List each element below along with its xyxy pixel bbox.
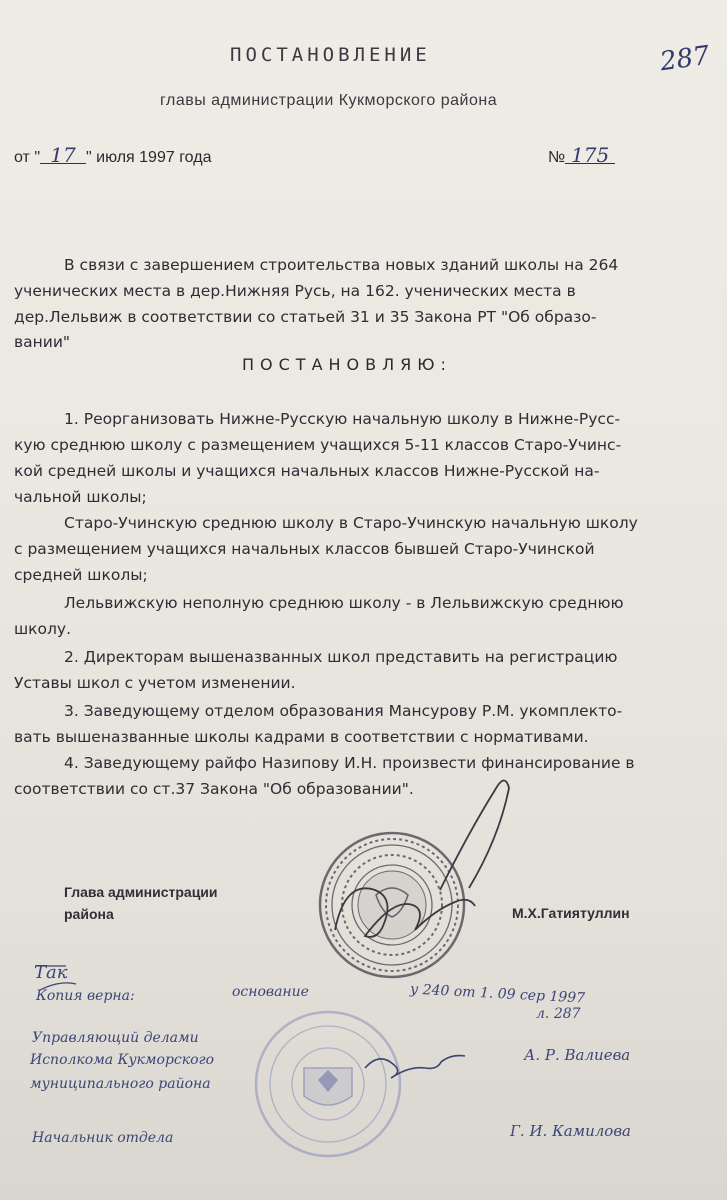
hw-order-ref2: л. 287 <box>536 1006 581 1022</box>
number-value: 175 <box>565 147 615 164</box>
item-line: кую среднюю школу с размещением учащихся 5-11 классов Старо-Учинс- <box>14 436 622 454</box>
hw-head-name: Г. И. Камилова <box>510 1122 631 1140</box>
hw-true-note: Так <box>34 962 68 983</box>
margin-note: 287 <box>658 40 712 78</box>
date-day: 17 <box>40 147 86 164</box>
hw-manager-line2: Исполкома Кукморского <box>30 1052 215 1068</box>
hw-order-ref: у 240 от 1. 09 сер 1997 <box>409 981 586 1007</box>
resolve-heading: ПОСТАНОВЛЯЮ: <box>242 355 452 374</box>
item-line: кой средней школы и учащихся начальных классов Нижне-Русской на- <box>14 462 600 480</box>
intro-line: ученических места в дер.Нижняя Русь, на 162. ученических места в <box>14 282 576 300</box>
hw-manager-line3: муниципального района <box>30 1076 211 1092</box>
item-line: Уставы школ с учетом изменении. <box>14 674 296 692</box>
hw-head-label: Начальник отдела <box>32 1130 174 1146</box>
item-line: средней школы; <box>14 566 148 584</box>
item-line: 3. Заведующему отделом образования Мансурову Р.М. укомплекто- <box>64 702 623 720</box>
copy-signature-icon <box>365 1056 465 1078</box>
hw-basis: основание <box>232 984 309 1000</box>
date-suffix: " июля 1997 года <box>86 149 212 166</box>
document-number <box>548 143 615 167</box>
item-line: 2. Директорам вышеназванных школ представить на регистрацию <box>64 648 618 666</box>
number-prefix: № <box>548 149 566 166</box>
signature-name: М.Х.Гатиятуллин <box>512 905 630 921</box>
item-line: школу. <box>14 620 72 638</box>
head-signature-icon <box>335 780 509 936</box>
item-line: соответствии со ст.37 Закона "Об образовании". <box>14 780 414 798</box>
copy-stamp-icon <box>256 1012 400 1156</box>
intro-line: вании" <box>14 333 71 351</box>
official-seal-icon <box>320 833 464 977</box>
hw-manager-line1: Управляющий делами <box>32 1030 199 1046</box>
item-line: 1. Реорганизовать Нижне-Русскую начальную школу в Нижне-Русс- <box>64 410 621 428</box>
signature-title-line1: Глава администрации <box>64 884 218 900</box>
item-line: чальной школы; <box>14 488 147 506</box>
document-title: ПОСТАНОВЛЕНИЕ <box>230 44 431 66</box>
document-subtitle: главы администрации Кукморского района <box>160 92 498 109</box>
signature-title-line2: района <box>64 906 114 922</box>
item-line: с размещением учащихся начальных классов бывшей Старо-Учинской <box>14 540 595 558</box>
intro-line: дер.Лельвиж в соответствии со статьей 31 и 35 Закона РТ "Об образо- <box>14 308 597 326</box>
item-line: вать вышеназванные школы кадрами в соответствии с нормативами. <box>14 728 589 746</box>
hw-manager-name: А. Р. Валиева <box>524 1046 631 1064</box>
document-date <box>14 143 212 167</box>
date-prefix: от " <box>14 149 40 166</box>
intro-line: В связи с завершением строительства новых зданий школы на 264 <box>64 256 619 274</box>
item-line: Лельвижскую неполную среднюю школу - в Лельвижскую среднюю <box>64 594 624 612</box>
item-line: Старо-Учинскую среднюю школу в Старо-Учинскую начальную школу <box>64 514 638 532</box>
hw-copy-label: Копия верна: <box>36 988 135 1004</box>
item-line: 4. Заведующему райфо Назипову И.Н. произвести финансирование в <box>64 754 635 772</box>
